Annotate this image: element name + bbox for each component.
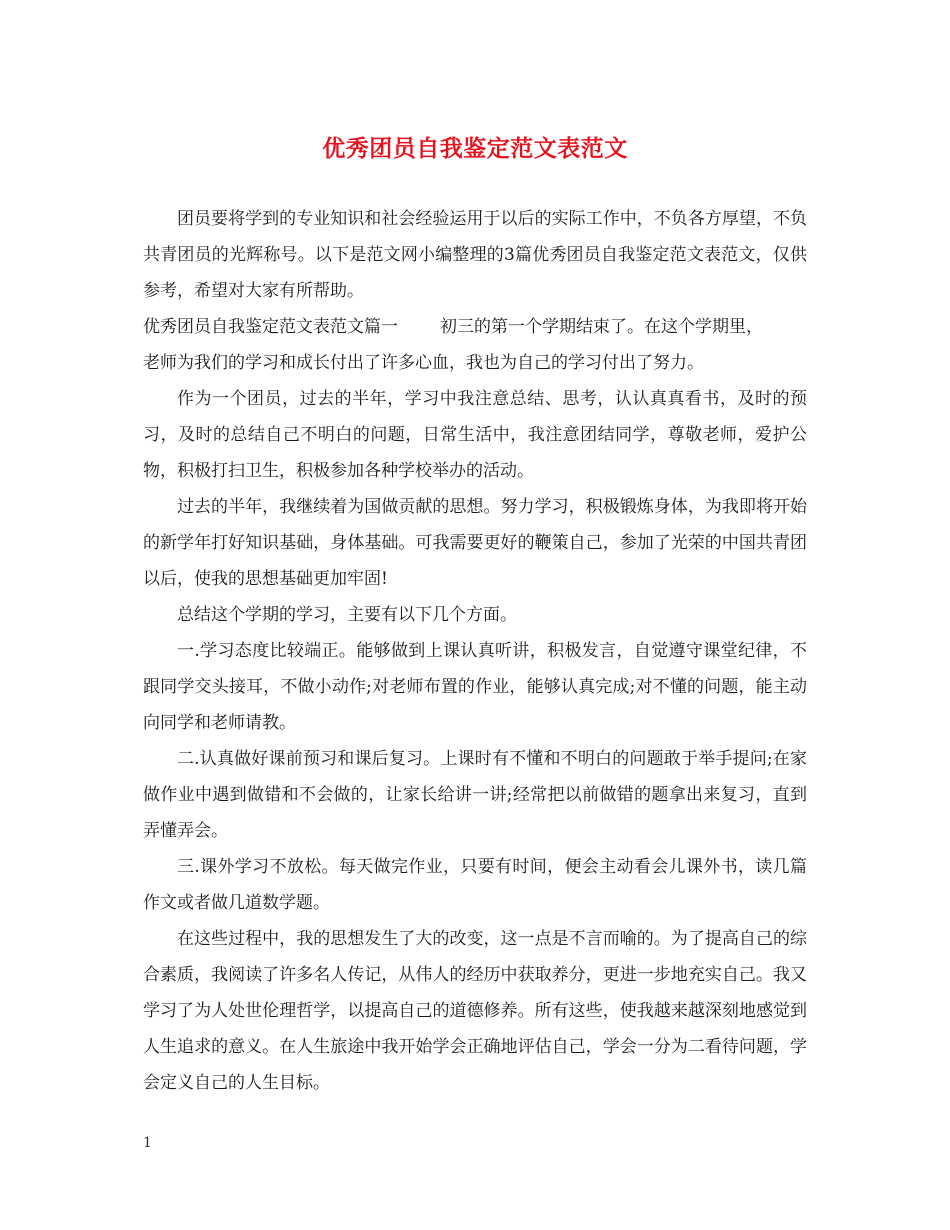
intro-paragraph: 团员要将学到的专业知识和社会经验运用于以后的实际工作中，不负各方厚望，不负共青团员的光辉称号。以下是范文网小编整理的3篇优秀团员自我鉴定范文表范文，仅供参考，希望对大家有所帮助。 [143,209,807,301]
body-paragraph: 总结这个学期的学习，主要有以下几个方面。 [177,605,517,625]
section-heading-line [143,309,807,345]
body-paragraph: 老师为我们的学习和成长付出了许多心血，我也为自己的学习付出了努力。 [143,353,704,373]
list-item: 一.学习态度比较端正。能够做到上课认真听讲，积极发言，自觉遵守课堂纪律，不跟同学交头接耳，不做小动作;对老师布置的作业，能够认真完成;对不懂的问题，能主动向同学和老师请教。 [143,641,807,733]
document-title: 优秀团员自我鉴定范文表范文 [322,135,628,162]
list-item: 三.课外学习不放松。每天做完作业，只要有时间，便会主动看会儿课外书，读几篇作文或者做几道数学题。 [143,857,807,913]
list-item: 二.认真做好课前预习和课后复习。上课时有不懂和不明白的问题敢于举手提问;在家做作业中遇到做错和不会做的，让家长给讲一讲;经常把以前做错的题拿出来复习，直到弄懂弄会。 [143,749,807,841]
document-body [143,201,807,1101]
body-paragraph: 过去的半年，我继续着为国做贡献的思想。努力学习，积极锻炼身体，为我即将开始的新学年打好知识基础，身体基础。可我需要更好的鞭策自己，参加了光荣的中国共青团以后，使我的思想基础更加牢固! [143,497,807,589]
body-paragraph: 作为一个团员，过去的半年，学习中我注意总结、思考，认认真真看书，及时的预习，及时的总结自己不明白的问题，日常生活中，我注意团结同学，尊敬老师，爱护公物，积极打扫卫生，积极参加各种学校举办的活动。 [143,389,807,481]
page-number: 1 [143,1135,152,1151]
section-first-sentence: 初三的第一个学期结束了。在这个学期里， [440,317,763,337]
section-heading: 优秀团员自我鉴定范文表范文篇一 [143,317,398,337]
body-paragraph: 在这些过程中，我的思想发生了大的改变，这一点是不言而喻的。为了提高自己的综合素质，我阅读了许多名人传记，从伟人的经历中获取养分，更进一步地充实自己。我又学习了为人处世伦理哲学，以提高自己的道德修养。所有这些，使我越来越深刻地感觉到人生追求的意义。在人生旅途中我开始学会正确地评估自己，学会一分为二看待问题，学会定义自己的人生目标。 [143,929,807,1093]
